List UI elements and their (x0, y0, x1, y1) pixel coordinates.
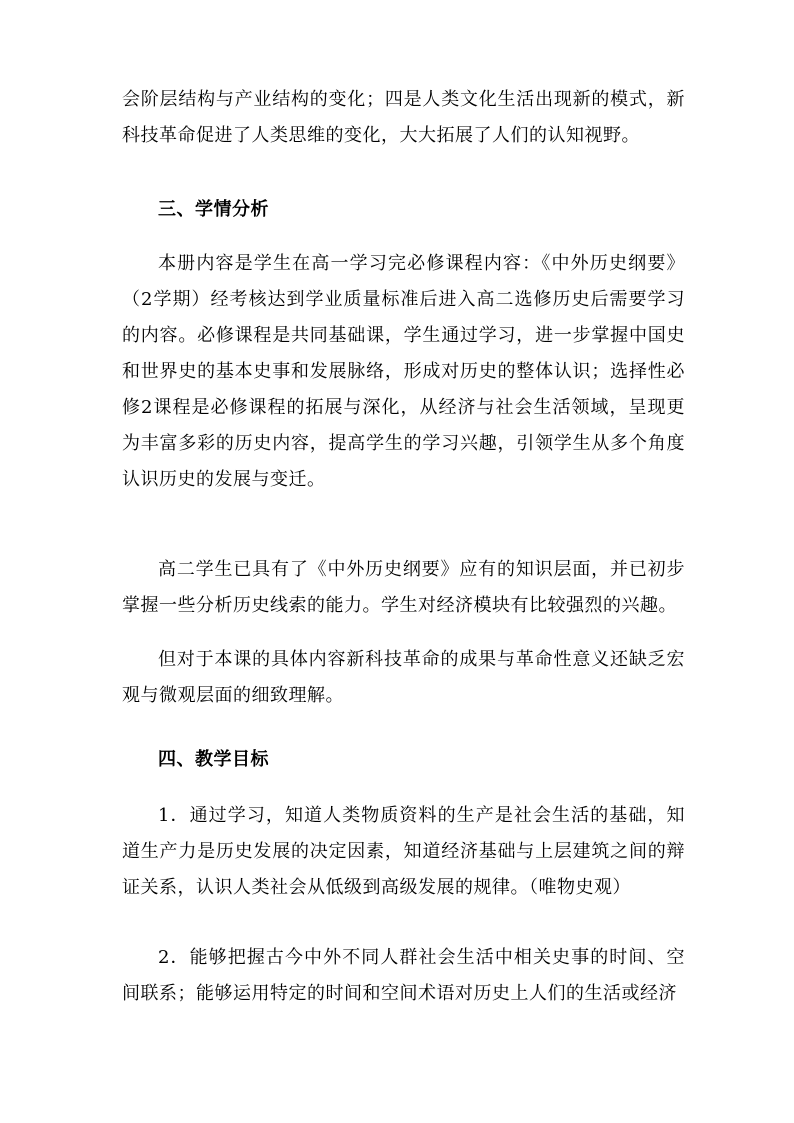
paragraph-continued: 会阶层结构与产业结构的变化；四是人类文化生活出现新的模式，新科技革命促进了人类思维的变化，大大拓展了人们的认知视野。 (122, 89, 685, 146)
section-heading-teaching-objectives: 四、教学目标 (158, 749, 269, 770)
paragraph-learner-analysis-1: 本册内容是学生在高一学习完必修课程内容：《中外历史纲要》（2学期）经考核达到学业质量标准后进入高二选修历史后需要学习的内容。必修课程是共同基础课，学生通过学习，进一步掌握中国史和世界史的基本史事和发展脉络，形成对历史的整体认识；选择性必修2课程是必修课程的拓展与深化，从经济与社会生活领域，呈现更为丰富多彩的历史内容，提高学生的学习兴趣，引领学生从多个角度认识历史的发展与变迁。 (122, 253, 685, 490)
section-heading-learner-analysis: 三、学情分析 (158, 199, 269, 220)
paragraph-learner-analysis-3: 但对于本课的具体内容新科技革命的成果与革命性意义还缺乏宏观与微观层面的细致理解。 (122, 649, 685, 706)
paragraph-objective-1: 1．通过学习，知道人类物质资料的生产是社会生活的基础，知道生产力是历史发展的决定因素，知道经济基础与上层建筑之间的辩证关系，认识人类社会从低级到高级发展的规律。（唯物史观） (122, 805, 685, 898)
paragraph-objective-2: 2．能够把握古今中外不同人群社会生活中相关史事的时间、空间联系；能够运用特定的时间和空间术语对历史上人们的生活或经济 (122, 947, 685, 1004)
paragraph-learner-analysis-2: 高二学生已具有了《中外历史纲要》应有的知识层面，并已初步掌握一些分析历史线索的能力。学生对经济模块有比较强烈的兴趣。 (122, 559, 685, 616)
